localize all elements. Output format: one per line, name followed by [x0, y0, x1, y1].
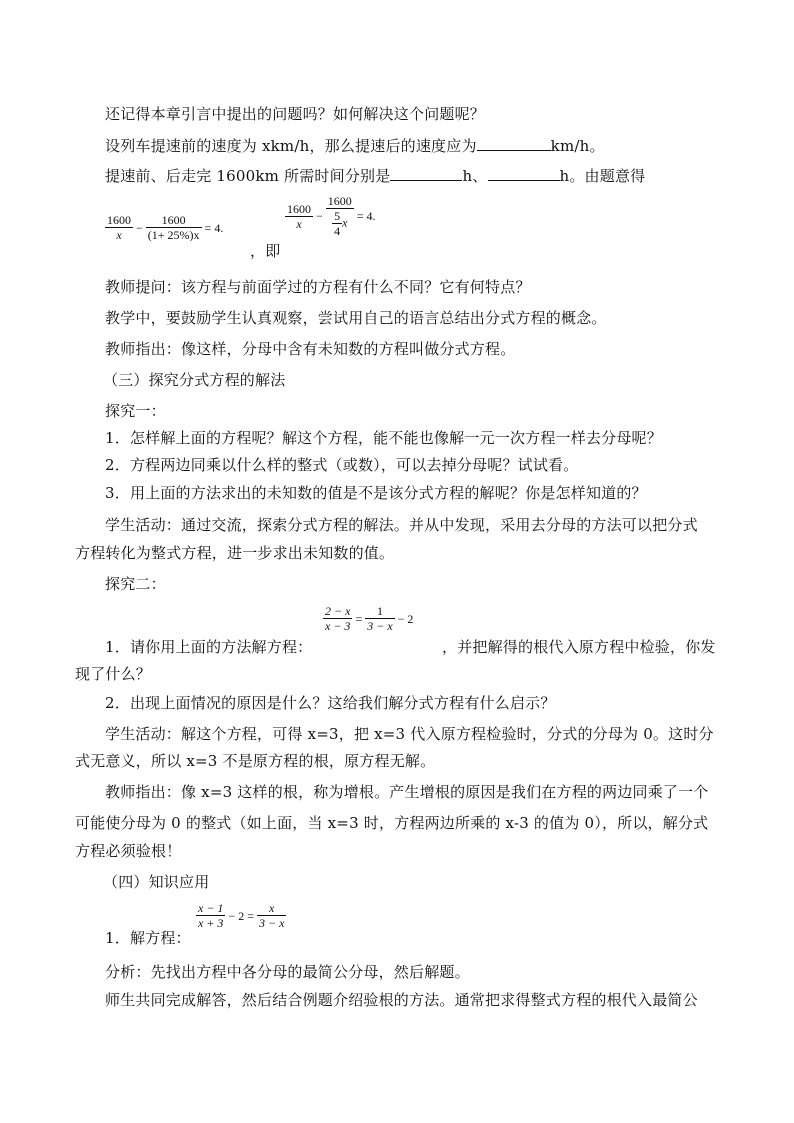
equation-explore-2: $\frac{2 - x}{x - 3}$ = $\frac{1}{3 - x}$ − 2 [325, 604, 414, 633]
explore-2-item-1: 1．请你用上面的方法解方程： [105, 638, 313, 656]
para-time [105, 165, 645, 186]
speed-unit: km/h。 [550, 137, 605, 155]
explore-1-item-2: 2．方程两边同乘以什么样的整式（或数），可以去掉分母呢？试试看。 [105, 456, 579, 474]
explore-1-item-3: 3．用上面的方法求出的未知数的值是不是该分式方程的解呢？你是怎样知道的？ [105, 484, 647, 502]
equation-separator: ，即 [250, 242, 281, 260]
para-joint-solution: 师生共同完成解答，然后结合例题介绍验根的方法。通常把求得整式方程的根代入最简公 [105, 991, 698, 1009]
explore-1-item-1: 1．怎样解上面的方程呢？解这个方程，能不能也像解一元一次方程一样去分母呢？ [105, 429, 662, 447]
equation-speed-simplified: $\frac{1600}{x}$ − 1600 $\frac{5}{4}$ x = 4. [287, 194, 376, 238]
fraction: $\frac{1600}{x}$ [287, 201, 311, 231]
para-speed [105, 135, 605, 156]
exercise-1: 1．解方程： [105, 929, 191, 947]
para-student-activity-2: 学生活动：解这个方程，可得 x=3，把 x=3 代入原方程检验时，分式的分母为 0。这时分 [105, 725, 714, 743]
blank-time-before [390, 165, 462, 181]
fraction: $\frac{1600}{x}$ [107, 213, 131, 242]
speed-text: 设列车提速前的速度为 xkm/h，那么提速后的速度应为 [105, 137, 477, 155]
fraction: $\frac{1}{3 - x}$ [367, 604, 393, 633]
fraction: $\frac{1600}{(1+ 25\%)x}$ [147, 213, 200, 242]
time-unit-1: h、 [462, 167, 488, 185]
fraction: $\frac{x - 1}{x + 3}$ [198, 901, 224, 930]
para-teacher-extraneous: 教师指出：像 x=3 这样的根，称为增根。产生增根的原因是我们在方程的两边同乘了一个 [105, 783, 709, 801]
para-teaching: 教学中，要鼓励学生认真观察，尝试用自己的语言总结出分式方程的概念。 [105, 309, 607, 327]
fraction: $\frac{5}{4}$ [334, 209, 341, 238]
fraction: 1600 $\frac{5}{4}$ x [327, 194, 352, 238]
para-teacher-extraneous-cont: 可能使分母为 0 的整式（如上面，当 x=3 时，方程两边所乘的 x-3 的值为 0），所以，解分式 [75, 814, 709, 832]
blank-speed [477, 135, 551, 151]
explore-2-item-2: 2．出现上面情况的原因是什么？这给我们解分式方程有什么启示？ [105, 694, 556, 712]
para-teacher-extraneous-end: 方程必须验根！ [75, 842, 182, 860]
para-question: 还记得本章引言中提出的问题吗？如何解决这个问题呢？ [105, 105, 486, 123]
section-heading-3: （三）探究分式方程的解法 [103, 371, 286, 389]
explore-2-heading: 探究二： [105, 575, 166, 593]
equation-speed-original: $\frac{1600}{x}$ − $\frac{1600}{(1+ 25\%)x}$ = 4. [107, 213, 224, 242]
para-teacher-point: 教师指出：像这样，分母中含有未知数的方程叫做分式方程。 [105, 340, 516, 358]
section-heading-4: （四）知识应用 [103, 873, 210, 891]
time-text: 提速前、后走完 1600km 所需时间分别是 [105, 167, 391, 185]
explore-1-heading: 探究一： [105, 402, 166, 420]
explore-2-item-1-end: 现了什么？ [75, 665, 152, 683]
equation-exercise-1: $\frac{x - 1}{x + 3}$ − 2 = $\frac{x}{3 - x}$ [198, 901, 285, 930]
fraction: $\frac{2 - x}{x - 3}$ [325, 604, 351, 633]
fraction: $\frac{x}{3 - x}$ [258, 901, 285, 930]
para-student-activity-2-cont: 式无意义，所以 x=3 不是原方程的根，原方程无解。 [75, 752, 436, 770]
para-student-activity-1-cont: 方程转化为整式方程，进一步求出未知数的值。 [75, 544, 395, 562]
para-teacher-question: 教师提问：该方程与前面学过的方程有什么不同？它有何特点？ [105, 278, 531, 296]
explore-2-item-1-cont: ，并把解得的根代入原方程中检验，你发 [442, 638, 716, 656]
para-analysis: 分析：先找出方程中各分母的最简公分母，然后解题。 [105, 963, 470, 981]
time-unit-2: h。由题意得 [559, 167, 646, 185]
blank-time-after [488, 165, 560, 181]
para-student-activity-1: 学生活动：通过交流，探索分式方程的解法。并从中发现，采用去分母的方法可以把分式 [105, 516, 698, 534]
